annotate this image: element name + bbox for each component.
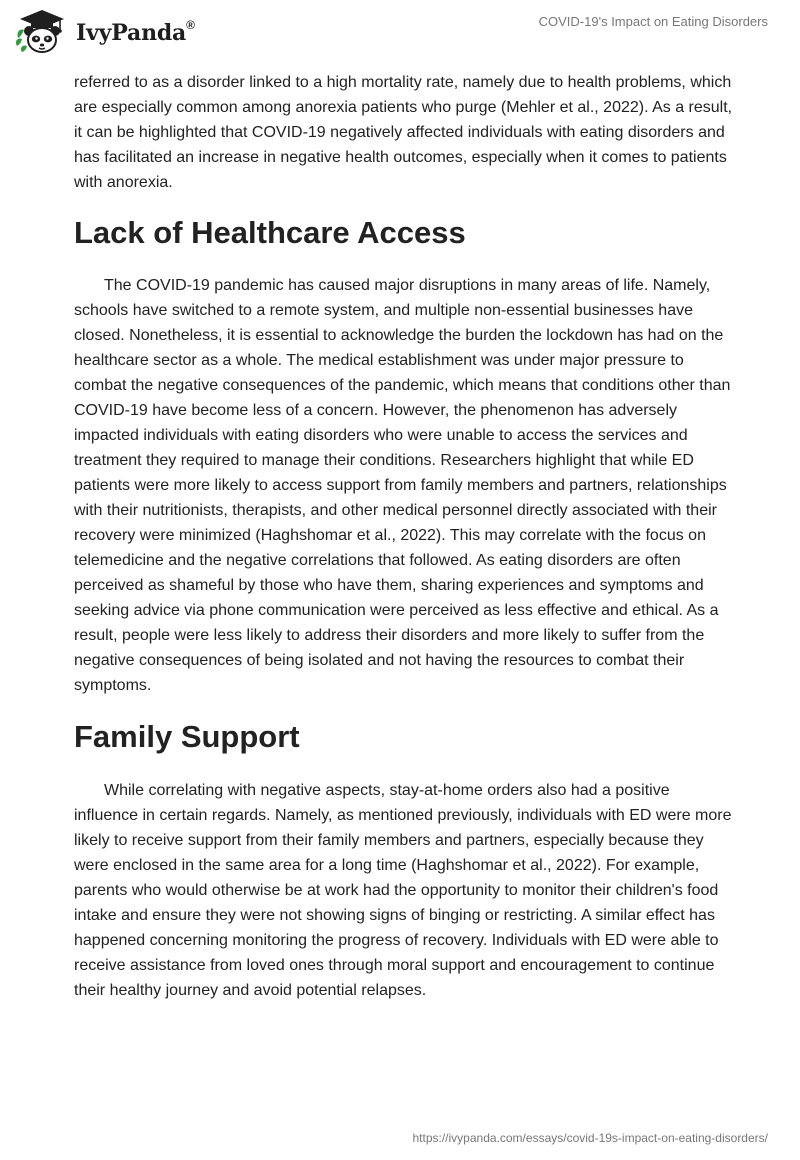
- section-paragraph-healthcare-access: The COVID-19 pandemic has caused major disruptions in many areas of life. Namely, schools have switched to a remote system, and multiple non-essential businesses have closed. Nonetheless, it is essential to acknowledge the burden the lockdown has had on the healthcare sector as a whole. The medical establishment was under major pressure to combat the negative consequences of the pandemic, which means that conditions other than COVID-19 have become less of a concern. However, the phenomenon has adversely impacted individuals with eating disorders who were unable to access the services and treatment they required to manage their conditions. Researchers highlight that while ED patients were more likely to access support from family members and partners, relationships with their nutritionists, therapists, and other medical personnel directly associated with their recovery were minimized (Haghshomar et al., 2022). This may correlate with the focus on telemedicine and the negative correlations that followed. As eating disorders are often perceived as shameful by those who have them, sharing experiences and symptoms and seeking advice via phone communication were perceived as less effective and ethical. As a result, people were less likely to address their disorders and more likely to suffer from the negative consequences of being isolated and not having the resources to combat their symptoms.: [74, 277, 731, 694]
- page-header: [0, 0, 800, 70]
- registered-mark: ®: [186, 18, 195, 32]
- running-title: COVID-19's Impact on Eating Disorders: [538, 14, 768, 29]
- intro-paragraph: referred to as a disorder linked to a high mortality rate, namely due to health problems, which are especially common among anorexia patients who purge (Mehler et al., 2022). As a result, it can be highlighted that COVID-19 negatively affected individuals with eating disorders and has facilitated an increase in negative health outcomes, especially when it comes to patients with anorexia.: [74, 74, 733, 191]
- section-heading-family-support: Family Support: [74, 719, 300, 754]
- panda-graduate-icon: [14, 8, 70, 56]
- logo-text: IvyPanda®: [76, 18, 195, 46]
- section-heading-healthcare-access: Lack of Healthcare Access: [74, 215, 466, 250]
- ivypanda-logo[interactable]: [14, 8, 195, 56]
- source-url-link[interactable]: https://ivypanda.com/essays/covid-19s-impact-on-eating-disorders/: [412, 1131, 768, 1145]
- article-body: [74, 70, 734, 1003]
- section-paragraph-family-support: While correlating with negative aspects, stay-at-home orders also had a positive influence in certain regards. Namely, as mentioned previously, individuals with ED were more likely to receive support from their family members and partners, especially because they were enclosed in the same area for a long time (Haghshomar et al., 2022). For example, parents who would otherwise be at work had the opportunity to monitor their children's food intake and ensure they were not showing signs of binging or restricting. A similar effect has happened concerning monitoring the progress of recovery. Individuals with ED were able to receive assistance from loved ones through moral support and encouragement to continue their healthy journey and avoid potential relapses.: [74, 782, 732, 999]
